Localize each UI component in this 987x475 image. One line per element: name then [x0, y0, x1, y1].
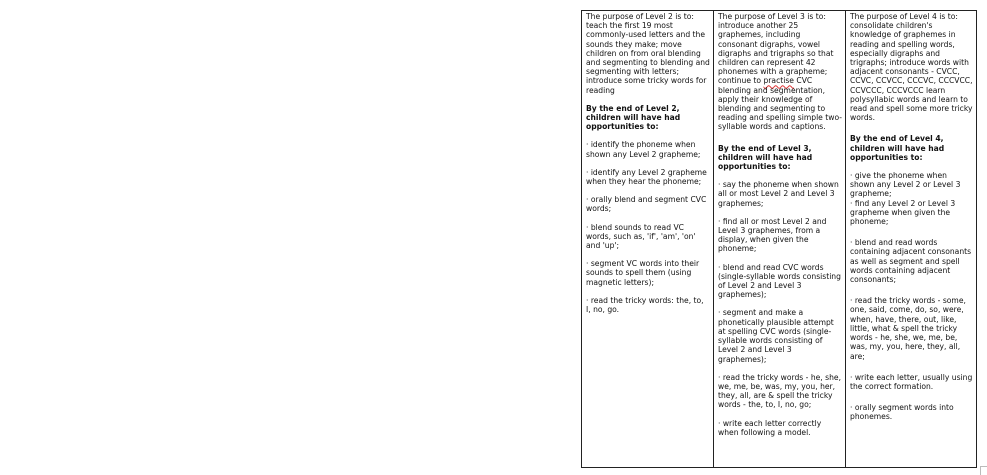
level-3-item: · read the tricky words - he, she, we, me, be, was, my, you, her, they, all, are & spell the tricky words - the, to, I, no, go;	[718, 372, 841, 410]
level-3-purpose-text-b: CVC blending and segmentation, apply their knowledge of blending and segmenting to reading and spelling simple two-syllable words and captions.	[718, 76, 842, 132]
level-2-item: · identify any Level 2 grapheme when they hear the phoneme;	[586, 167, 707, 187]
level-4-item: · write each letter, usually using the correct formation.	[850, 372, 973, 391]
page-corner-mark	[980, 466, 987, 475]
level-3-item: · say the phoneme when shown all or most Level 2 and Level 3 graphemes;	[718, 180, 839, 208]
level-2-item: · read the tricky words: the, to, I, no, go.	[586, 295, 704, 315]
level-2-item: · orally blend and segment CVC words;	[586, 195, 707, 214]
level-2-outcomes-heading: By the end of Level 2, children will have had opportunities to:	[586, 103, 681, 132]
level-4-item: · read the tricky words - some, one, said, come, do, so, were, when, have, there, out, like, little, what & spell the tricky words - he, she, we, me, be, was, my, you, here, they, all, are;	[850, 296, 966, 361]
level-3-item: · segment and make a phonetically plausible attempt at spelling CVC words (single-syllable words consisting of Level 2 and Level 3 graphemes);	[718, 308, 834, 364]
level-3-purpose	[718, 12, 842, 132]
level-2-item: · segment VC words into their sounds to spell them (using magnetic letters);	[586, 259, 700, 287]
level-4-purpose: The purpose of Level 4 is to: consolidate children's knowledge of graphemes in reading and spelling words, especially digraphs and trigraphs; introduce words with adjacent consonants - CVCC, CCVC, CCVCC, CCCVC, CCCVCC, CCVCCC, CCCVCCC learn polysyllabic words and learn to read and spell some more tricky words.	[850, 12, 973, 123]
level-3-outcomes-heading: By the end of Level 3, children will have had opportunities to:	[718, 143, 813, 172]
level-2-item: · blend sounds to read VC words, such as, 'if', 'am', 'on' and 'up';	[586, 222, 696, 251]
level-3-item: · find all or most Level 2 and Level 3 graphemes, from a display, when given the phoneme;	[718, 216, 827, 254]
level-4-item: · give the phoneme when shown any Level 2 or Level 3 grapheme; · find any Level 2 or Level 3 grapheme when given the phoneme;	[850, 171, 961, 227]
level-4-outcomes-heading: By the end of Level 4, children will have had opportunities to:	[850, 134, 945, 162]
level-3-item: · blend and read CVC words (single-syllable words consisting of Level 2 and Level 3 graphemes);	[718, 262, 841, 300]
level-3-column	[714, 11, 846, 467]
levels-table	[581, 10, 977, 468]
level-4-column	[846, 11, 976, 467]
level-2-column	[582, 11, 714, 467]
misspelled-word: practise	[763, 76, 794, 86]
level-2-purpose: The purpose of Level 2 is to: teach the first 19 most commonly-used letters and the sounds they make; move children on from oral blending and segmenting to blending and segmenting with letters; introduce some tricky words for reading	[586, 12, 710, 95]
level-4-item: · orally segment words into phonemes.	[850, 403, 954, 422]
level-3-purpose-text-a: The purpose of Level 3 is to: introduce another 25 graphemes, including consonant digraphs, vowel digraphs and trigraphs so that children can represent 42 phonemes with a grapheme; continue to	[718, 12, 834, 86]
level-4-item: · blend and read words containing adjacent consonants as well as segment and spell words containing adjacent consonants;	[850, 238, 972, 285]
level-3-item: · write each letter correctly when following a model.	[718, 418, 822, 437]
level-2-item: · identify the phoneme when shown any Level 2 grapheme;	[586, 140, 701, 159]
